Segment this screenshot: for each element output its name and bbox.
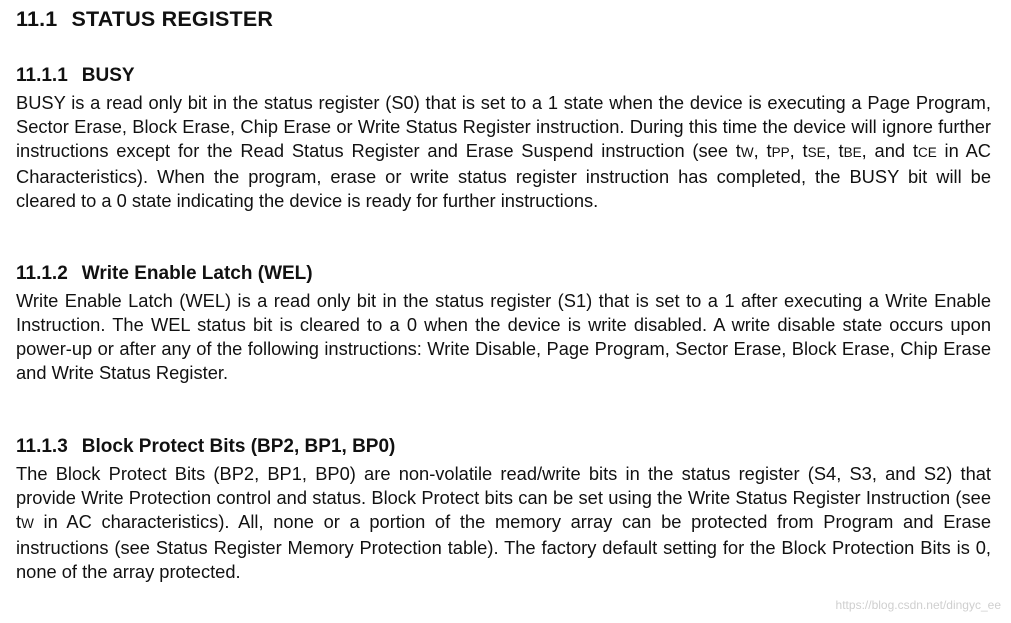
- section-number: 11.1: [16, 7, 58, 31]
- document-page: [16, 0, 991, 584]
- bp-heading: [16, 435, 991, 459]
- bp-title: Block Protect Bits (BP2, BP1, BP0): [81, 436, 396, 457]
- bp-subscript-w: W: [21, 516, 34, 531]
- busy-paragraph: [16, 91, 991, 213]
- bp-number: 11.1.3: [16, 436, 68, 457]
- wel-paragraph: Write Enable Latch (WEL) is a read only bit in the status register (S1) that is set to a 1 after executing a Write Enable Instruction. The WEL status bit is cleared to a 0 when the device is write disabled. A write disable state occurs upon power-up or after any of the following instructions: Write Disable, Page Program, Sector Erase, Block Erase, Chip Erase and Write Status Register.: [16, 290, 991, 383]
- wel-heading: [16, 262, 991, 286]
- busy-text-part-1: BUSY is a read only bit in the status register (S0) that is set to a 1 state when the device is executing a Page Program, Sector Erase, Block Erase, Chip Erase or Write Status Register instruction. During this time the device will ignore further instructions except for the Read Status Register and Erase Suspend instruction (see t: [16, 92, 991, 161]
- busy-title: BUSY: [81, 65, 135, 86]
- section-heading: [16, 0, 991, 32]
- busy-separator-1: , t: [753, 140, 772, 161]
- bp-text-part-1: The Block Protect Bits (BP2, BP1, BP0) are non-volatile read/write bits in the status register (S4, S3, and S2) that provide Write Protection control and status. Block Protect bits can be set using the Write Status Register Instruction (see t: [16, 463, 991, 532]
- busy-separator-3: , t: [825, 140, 844, 161]
- watermark: https://blog.csdn.net/dingyc_ee: [835, 598, 1001, 612]
- wel-number: 11.1.2: [16, 263, 68, 284]
- busy-heading: [16, 64, 991, 88]
- bp-paragraph: [16, 462, 991, 584]
- busy-subscript-pp: PP: [771, 145, 790, 160]
- busy-subscript-ce: CE: [917, 145, 937, 160]
- busy-number: 11.1.1: [16, 65, 68, 86]
- section-title: STATUS REGISTER: [71, 7, 274, 31]
- busy-subscript-be: BE: [843, 145, 862, 160]
- wel-title: Write Enable Latch (WEL): [81, 263, 313, 284]
- busy-separator-2: , t: [789, 140, 808, 161]
- busy-subscript-w: W: [740, 145, 754, 160]
- bp-text-part-2: in AC characteristics). All, none or a portion of the memory array can be protected from Program and Erase instructions (see Status Register Memory Protection table). The factory default setting for the Block Protection Bits is 0, none of the array protected.: [16, 511, 991, 582]
- busy-separator-4: , and t: [861, 140, 918, 161]
- busy-text-part-2: in AC Characteristics). When the program, erase or write status register instruction has completed, the BUSY bit will be cleared to a 0 state indicating the device is ready for further instructions.: [16, 140, 991, 211]
- busy-subscript-se: SE: [807, 145, 826, 160]
